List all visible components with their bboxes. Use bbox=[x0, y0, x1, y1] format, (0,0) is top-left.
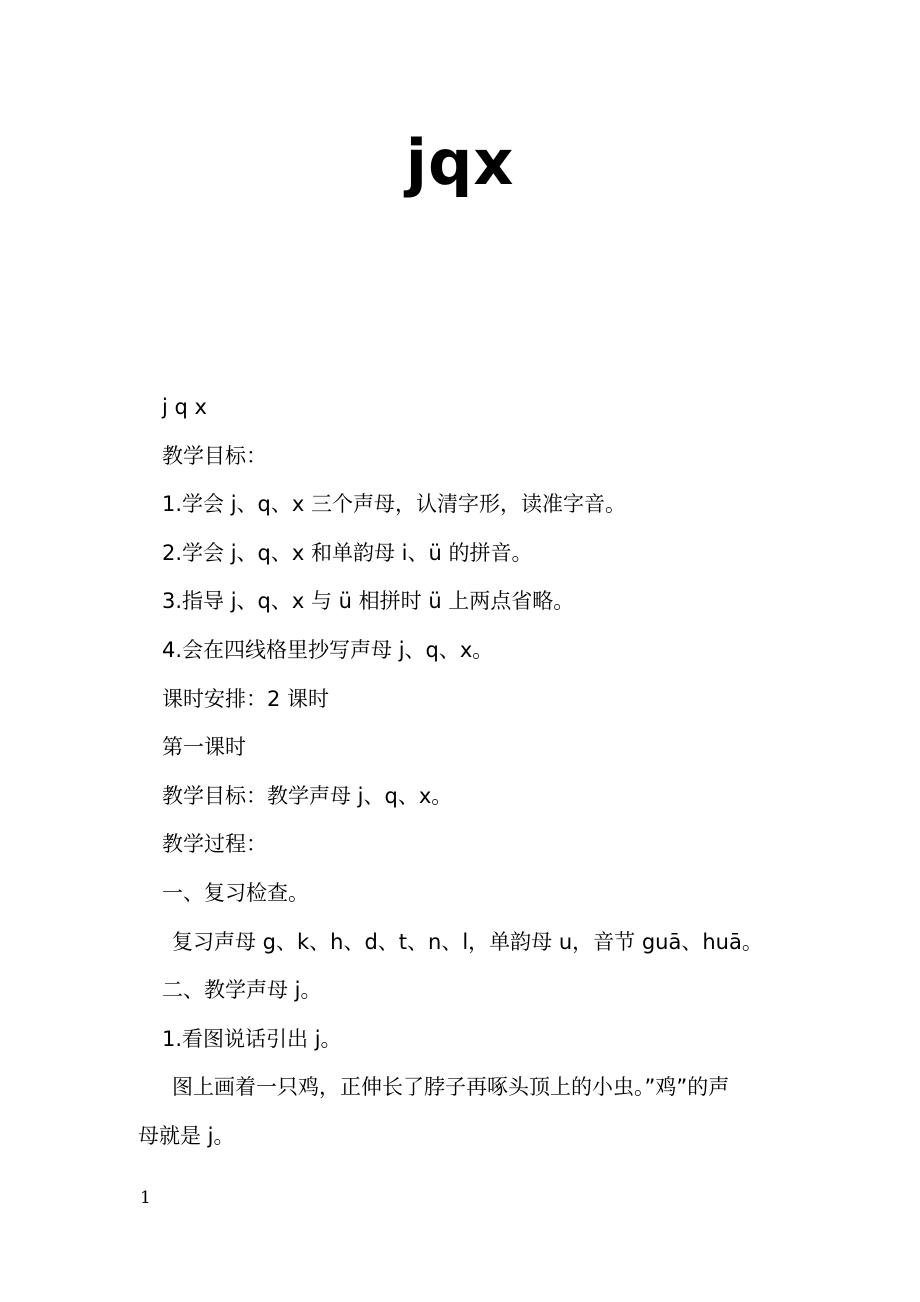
document-title: jqx bbox=[405, 126, 515, 199]
paragraph-line: 教学过程： bbox=[162, 832, 267, 857]
paragraph-line: 课时安排：2 课时 bbox=[162, 686, 330, 711]
paragraph-line: 复习声母 g、k、h、d、t、n、l，单韵母 u，音节 guā、huā。 bbox=[172, 929, 763, 954]
paragraph-line: 母就是 j。 bbox=[138, 1123, 235, 1148]
paragraph-line: 图上画着一只鸡，正伸长了脖子再啄头顶上的小虫。”鸡”的声 bbox=[172, 1075, 730, 1100]
paragraph-line: 2.学会 j、q、x 和单韵母 i、ü 的拼音。 bbox=[162, 540, 533, 565]
paragraph-line: 1.看图说话引出 j。 bbox=[162, 1026, 342, 1051]
paragraph-line: 4.会在四线格里抄写声母 j、q、x。 bbox=[162, 637, 494, 662]
paragraph-line: 3.指导 j、q、x 与 ü 相拼时 ü 上两点省略。 bbox=[162, 589, 575, 614]
document-body bbox=[138, 383, 798, 1161]
paragraph-line: 第一课时 bbox=[162, 735, 246, 760]
paragraph-line: 1.学会 j、q、x 三个声母，认清字形，读准字音。 bbox=[162, 492, 626, 517]
paragraph-line: 一、复习检查。 bbox=[162, 880, 309, 905]
paragraph-line: j q x bbox=[162, 395, 207, 419]
page-number: 1 bbox=[140, 1188, 151, 1208]
paragraph-line: 教学目标： bbox=[162, 443, 267, 468]
paragraph-line: 教学目标：教学声母 j、q、x。 bbox=[162, 783, 453, 808]
paragraph-line: 二、教学声母 j。 bbox=[162, 978, 322, 1003]
